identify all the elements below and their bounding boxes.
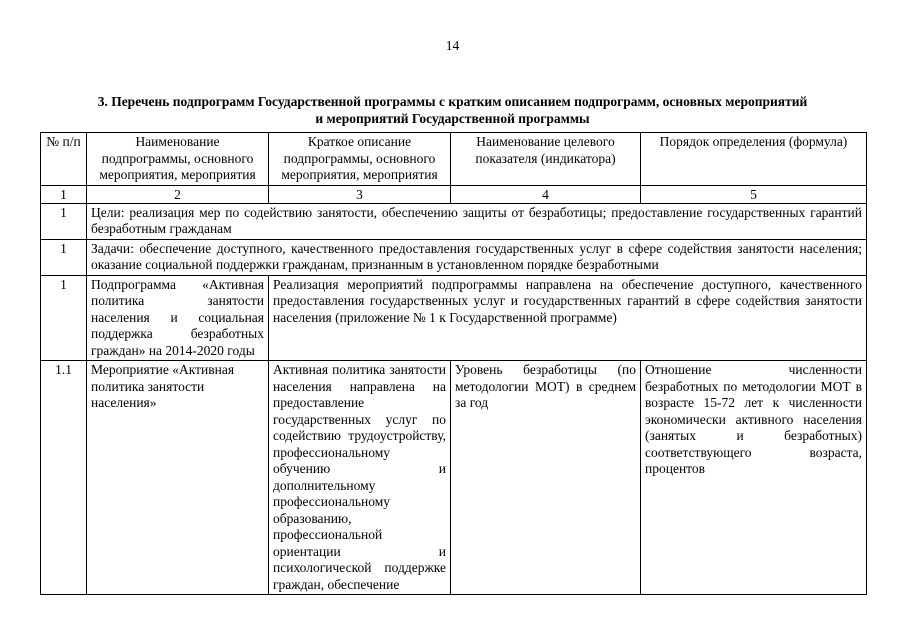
- column-number: 1: [41, 185, 87, 203]
- page-number: 14: [445, 38, 460, 53]
- column-number: 2: [87, 185, 269, 203]
- subprograms-table: [40, 132, 867, 595]
- header-indicator: Наименование целевого показателя (индикатора): [451, 133, 641, 186]
- measure-num: 1.1: [41, 361, 87, 595]
- goals-text: Цели: реализация мер по содействию занятости, обеспечению защиты от безработицы; предоставление государственных гарантий безработным гражданам: [87, 203, 867, 239]
- tasks-num: 1: [41, 239, 87, 275]
- measure-indicator: Уровень безработицы (по методологии МОТ) в среднем за год: [451, 361, 641, 595]
- header-formula: Порядок определения (формула): [641, 133, 867, 186]
- column-number-row: [41, 185, 867, 203]
- column-number: 3: [269, 185, 451, 203]
- measure-row: [41, 361, 867, 595]
- section-title: [40, 93, 865, 127]
- subprogram-num: 1: [41, 275, 87, 361]
- column-number: 4: [451, 185, 641, 203]
- header-num: № п/п: [41, 133, 87, 186]
- goals-num: 1: [41, 203, 87, 239]
- header-name: Наименование подпрограммы, основного мероприятия, мероприятия: [87, 133, 269, 186]
- subprogram-row: [41, 275, 867, 361]
- measure-formula: Отношение численности безработных по методологии МОТ в возрасте 15-72 лет к численности экономически активного населения (занятых и безработных) соответствующего возраста, процентов: [641, 361, 867, 595]
- header-description: Краткое описание подпрограммы, основного мероприятия, мероприятия: [269, 133, 451, 186]
- section-title-line1: 3. Перечень подпрограмм Государственной программы с кратким описанием подпрограмм, основных мероприятий: [97, 94, 808, 109]
- column-number: 5: [641, 185, 867, 203]
- goals-row: [41, 203, 867, 239]
- section-title-line2: и мероприятий Государственной программы: [315, 111, 590, 126]
- subprogram-description: Реализация мероприятий подпрограммы направлена на обеспечение доступного, качественного предоставления государственных услуг и государственных гарантий в сфере содействия занятости населения (приложение № 1 к Государственной программе): [269, 275, 867, 361]
- measure-name: Мероприятие «Активная политика занятости населения»: [87, 361, 269, 595]
- subprogram-name: Подпрограмма «Активная политика занятости населения и социальная поддержка безработных граждан» на 2014-2020 годы: [87, 275, 269, 361]
- measure-description: Активная политика занятости населения направлена на предоставление государственных услуг по содействию трудоустройству, профессиональному обучению и дополнительному профессиональному образованию, профессиональной ориентации и психологической поддержке граждан, обеспечение: [269, 361, 451, 595]
- tasks-row: [41, 239, 867, 275]
- tasks-text: Задачи: обеспечение доступного, качественного предоставления государственных услуг в сфере содействия занятости населения; оказание социальной поддержки гражданам, признанным в установленном порядке безработными: [87, 239, 867, 275]
- header-row: [41, 133, 867, 186]
